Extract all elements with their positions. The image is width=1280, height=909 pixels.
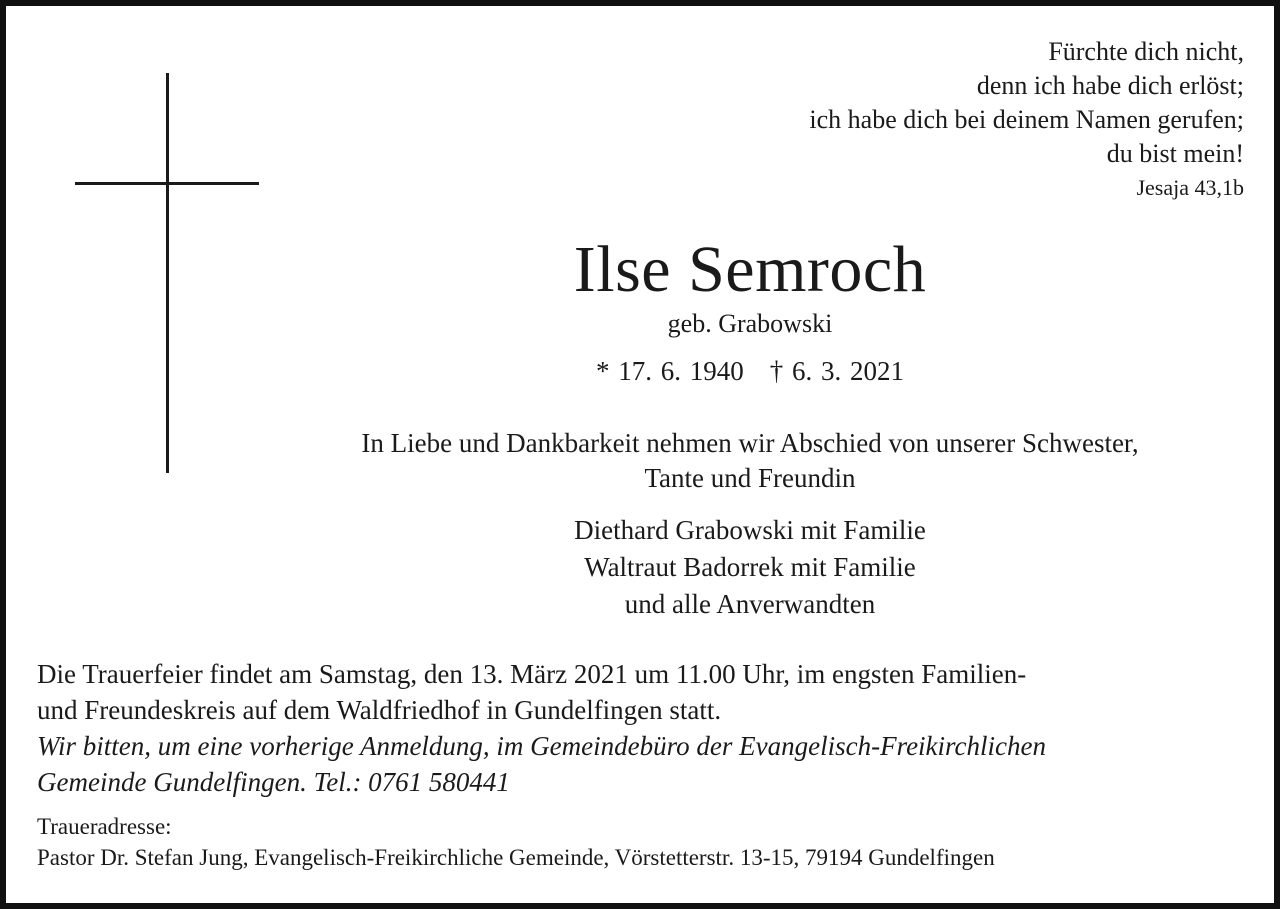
cross-icon <box>75 73 259 473</box>
farewell-line: In Liebe und Dankbarkeit nehmen wir Abschied von unserer Schwester, <box>361 428 1139 458</box>
birth-date: * 17. 6. 1940 <box>596 356 744 386</box>
farewell-text <box>250 426 1250 496</box>
registration-note-line: Gemeinde Gundelfingen. Tel.: 0761 580441 <box>37 767 510 797</box>
verse-line: ich habe dich bei deinem Namen gerufen; <box>809 105 1244 134</box>
verse-line: Fürchte dich nicht, <box>1048 37 1244 66</box>
verse-reference: Jesaja 43,1b <box>1136 175 1244 200</box>
cross-vertical-beam <box>166 73 169 473</box>
cross-horizontal-beam <box>75 182 259 185</box>
mourning-address <box>37 811 1247 873</box>
mourner-entry: Diethard Grabowski mit Familie <box>574 515 926 545</box>
verse-line: denn ich habe dich erlöst; <box>976 71 1244 100</box>
life-dates <box>250 353 1250 389</box>
bible-verse <box>809 35 1244 203</box>
mourner-entry: Waltraut Badorrek mit Familie <box>584 552 916 582</box>
mourner-entry: und alle Anverwandten <box>624 589 876 619</box>
death-date: † 6. 3. 2021 <box>769 356 904 386</box>
mourners-list <box>250 512 1250 623</box>
service-line: Die Trauerfeier findet am Samstag, den 13. März 2021 um 11.00 Uhr, im engsten Familien- <box>37 659 1027 689</box>
address-label: Traueradresse: <box>37 814 172 839</box>
service-line: und Freundeskreis auf dem Waldfriedhof in Gundelfingen statt. <box>37 695 722 725</box>
registration-note-line: Wir bitten, um eine vorherige Anmeldung, im Gemeindebüro der Evangelisch-Freikirchlichen <box>37 731 1047 761</box>
maiden-name: geb. Grabowski <box>667 309 833 338</box>
deceased-name: Ilse Semroch <box>573 233 927 306</box>
verse-line: du bist mein! <box>1106 139 1244 168</box>
farewell-line: Tante und Freundin <box>644 463 856 493</box>
funeral-service-info <box>37 656 1247 800</box>
address-text: Pastor Dr. Stefan Jung, Evangelisch-Freikirchliche Gemeinde, Vörstetterstr. 13-15, 79194 Gundelfingen <box>37 845 995 870</box>
